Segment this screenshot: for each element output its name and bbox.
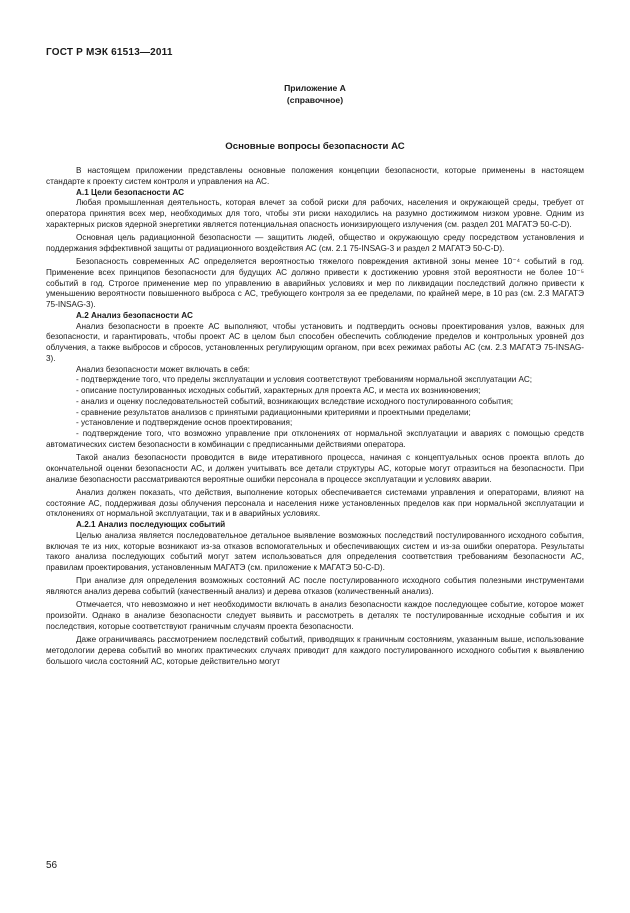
paragraph: При анализе для определения возможных состояний АС после постулированного исходного события полезными инструментами являются анализ дерева событий (качественный анализ) и дерева отказов (количественный анализ).: [46, 576, 584, 596]
list-item: - анализ и оценку последовательностей событий, возникающих вследствие исходного постулированного события;: [76, 396, 514, 406]
list-item: - подтверждение того, что возможно управление при отклонениях от нормальной эксплуатации и авариях с помощью средств автоматических систем безопасности в комбинации с предписанными действиями оператора.: [46, 429, 584, 449]
page-title: Основные вопросы безопасности АС: [225, 141, 405, 152]
list-item: - установление и подтверждение основ проектирования;: [76, 418, 293, 428]
paragraph-intro: В настоящем приложении представлены основные положения концепции безопасности, которые применены в настоящем стандарте к проекту систем контроля и управления на АС.: [46, 166, 584, 186]
page-number: 56: [46, 860, 58, 871]
section-heading-a1: А.1 Цели безопасности АС: [76, 187, 185, 197]
paragraph: Основная цель радиационной безопасности — защитить людей, общество и окружающую среду посредством установления и поддержания эффективной защиты от радиационного воздействия АС (см. 2.1 75-INSAG-3 и раздел 2 МАГАТЭ 50-С-D).: [46, 233, 584, 253]
paragraph: Анализ должен показать, что действия, выполнение которых обеспечивается системами управления и операторами, влияют на состояние АС, поддерживая дозы облучения персонала и населения ниже установленных пределов как при нормальной эксплуатации и отклонениях от нормальной эксплуатации, так и в аварийных условиях.: [46, 487, 584, 519]
list-item: - описание постулированных исходных событий, характерных для проекта АС, и места их возникновения;: [76, 386, 481, 395]
section-heading-a2: А.2 Анализ безопасности АС: [76, 310, 193, 320]
section-heading-a21: А.2.1 Анализ последующих событий: [76, 520, 226, 529]
paragraph: Даже ограничиваясь рассмотрением последствий событий, приводящих к граничным состояниям, указанным выше, использование методологии дерева событий во многих практических случаях приводит для каждого постулированного исходного события к выявлению большого числа состояний АС, которые действительно могут: [46, 635, 584, 666]
paragraph: Безопасность современных АС определяется вероятностью тяжелого повреждения активной зоны менее 10⁻⁴ событий в год. Применение всех принципов безопасности для будущих АС должно привести к достижению уровня этой вероятности не более 10⁻⁵ событий в год. Строгое применение мер по управлению в аварийных условиях и мер по ликвидации последствий должно привести к уменьшению вероятности повышенного выброса с АС, требующего контроля за ее пределами, по крайней мере, в 10 раз (см. 2.3 МАГАТЭ 75-INSAG-3).: [46, 257, 584, 309]
document-body: [46, 166, 584, 667]
appendix-note: (справочное): [286, 95, 344, 105]
list-item: - сравнение результатов анализов с принятыми радиационными критериями и проектными пределами;: [76, 407, 471, 417]
appendix-title: Приложение А: [284, 83, 346, 93]
standard-header: ГОСТ Р МЭК 61513—2011: [46, 47, 173, 58]
paragraph: Отмечается, что невозможно и нет необходимости включать в анализ безопасности каждое последующее событие, которое может произойти. Однако в анализе безопасности следует выявить и рассмотреть в деталях те постулированные исходные события и их последствия, которые соответствуют граничным случаям проекта безопасности.: [46, 600, 584, 631]
paragraph: Анализ безопасности может включать в себя:: [76, 364, 250, 374]
appendix-heading: [0, 82, 630, 106]
paragraph: Такой анализ безопасности проводится в виде итеративного процесса, начиная с концептуальных основ проекта вплоть до окончательной оценки безопасности АС, и должен учитывать все детали структуры АС, которые могут отразиться на безопасности. При анализе безопасности рассматриваются вероятные ошибки персонала в процессе эксплуатации и условиях аварии.: [46, 453, 584, 484]
paragraph: Целью анализа является последовательное детальное выявление возможных последствий постулированного исходного события, включая те из них, которые возникают из-за отказов вспомогательных и обеспечивающих систем и из-за ошибки оператора. Результаты такого анализа последующих событий могут затем использоваться для определения соответствия требованиям безопасности АС, правилам проектирования, установленным МАГАТЭ (см. приложение к МАГАТЭ 50-С-D).: [46, 530, 584, 572]
paragraph: Любая промышленная деятельность, которая влечет за собой риски для рабочих, населения и окружающей среды, требует от оператора принятия всех мер, необходимых для того, чтобы эти риски находились на разумно достижимом низком уровне. Одним из характерных рисков ядерной энергетики является потенциальная опасность ионизирующего излучения (см. раздел 201 МАГАТЭ 50-С-D).: [46, 198, 584, 229]
paragraph: Анализ безопасности в проекте АС выполняют, чтобы установить и подтвердить основы проектирования узлов, важных для безопасности, и гарантировать, чтобы проект АС в целом был способен обеспечить соблюдение пределов и контрольных уровней доз облучения, а также выбросов и сбросов, установленных регулирующим органом, при всех режимах работы АС (см. 2.3 МАГАТЭ 75-INSAG-3).: [46, 321, 584, 363]
list-item: - подтверждение того, что пределы эксплуатации и условия соответствуют требованиям нормальной эксплуатации АС;: [76, 375, 533, 385]
